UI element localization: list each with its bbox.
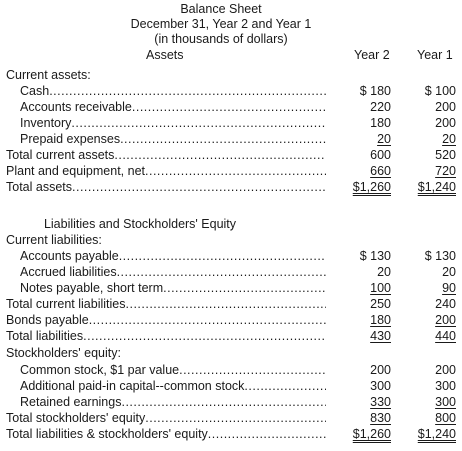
row-label: Inventory .....: [20, 115, 326, 131]
value-year1: 300: [435, 395, 456, 409]
row-label: Accounts receivable .....: [20, 99, 326, 115]
value-year1: 200: [435, 100, 456, 114]
row-label: Total liabilities .....: [6, 328, 326, 344]
table-row: [0, 83, 462, 99]
value-year2: $1,260: [352, 427, 391, 441]
value-year2: 430: [370, 329, 391, 343]
row-label: Accounts payable .....: [20, 248, 326, 264]
title-line-2: December 31, Year 2 and Year 1: [130, 17, 312, 31]
value-year2: 20: [377, 132, 391, 146]
assets-header-row: [0, 47, 462, 63]
row-label: Total liabilities & stockholders' equity .....: [6, 426, 326, 442]
value-year2: 180: [370, 116, 391, 130]
row-label: Additional paid-in capital--common stock .....: [20, 378, 326, 394]
row-label: Retained earnings .....: [20, 394, 326, 410]
table-row: [0, 115, 462, 131]
row-label: Prepaid expenses .....: [20, 131, 326, 147]
value-year1: 800: [435, 411, 456, 425]
value-year1: $1,240: [417, 180, 456, 194]
value-year1: 300: [435, 379, 456, 393]
table-row: [0, 312, 462, 328]
value-year1: 20: [442, 132, 456, 146]
table-row: [0, 410, 462, 426]
table-row: [0, 394, 462, 410]
value-year2: 180: [370, 313, 391, 327]
row-label: Total current assets .....: [6, 147, 326, 163]
current-assets-heading: Current assets:: [6, 68, 91, 82]
value-year1: 520: [435, 148, 456, 162]
value-year2: 200: [370, 363, 391, 377]
value-year2: 830: [370, 411, 391, 425]
value-year2: $ 180: [359, 84, 391, 98]
equity-heading: Stockholders' equity:: [6, 346, 121, 360]
value-year2: 20: [377, 265, 391, 279]
current-assets-heading-row: [0, 67, 462, 83]
value-year2: 330: [370, 395, 391, 409]
title-line-3: (in thousands of dollars): [154, 32, 288, 46]
table-row: [0, 362, 462, 378]
table-row: [0, 280, 462, 296]
title-line-1: Balance Sheet: [180, 2, 262, 16]
table-row: [0, 131, 462, 147]
table-row: [0, 163, 462, 179]
value-year2: $ 130: [359, 249, 391, 263]
value-year1: 90: [442, 281, 456, 295]
column-header-year1: Year 1: [417, 48, 453, 62]
value-year1: $1,240: [417, 427, 456, 441]
value-year1: 200: [435, 116, 456, 130]
table-row: [0, 328, 462, 344]
value-year1: $ 100: [424, 84, 456, 98]
row-label: Total current liabilities .....: [6, 296, 326, 312]
row-label: Total assets .....: [6, 179, 326, 195]
row-label: Common stock, $1 par value .....: [20, 362, 326, 378]
statement-title: [0, 2, 462, 47]
value-year2: $1,260: [352, 180, 391, 194]
row-label: Bonds payable .....: [6, 312, 326, 328]
value-year1: 20: [442, 265, 456, 279]
table-row: [0, 264, 462, 280]
value-year2: 220: [370, 100, 391, 114]
value-year1: 200: [435, 313, 456, 327]
value-year1: 240: [435, 297, 456, 311]
table-row: [0, 296, 462, 312]
liabilities-heading-row: [0, 216, 462, 232]
value-year2: 660: [370, 164, 391, 178]
table-row: [0, 248, 462, 264]
value-year2: 100: [370, 281, 391, 295]
equity-heading-row: [0, 345, 462, 361]
table-row: [0, 426, 462, 442]
row-label: Accrued liabilities .....: [20, 264, 326, 280]
assets-heading: Assets: [146, 48, 184, 62]
value-year1: $ 130: [424, 249, 456, 263]
table-row: [0, 147, 462, 163]
current-liabilities-heading: Current liabilities:: [6, 233, 102, 247]
value-year2: 300: [370, 379, 391, 393]
row-label: Notes payable, short term .....: [20, 280, 326, 296]
current-liabilities-heading-row: [0, 232, 462, 248]
value-year1: 200: [435, 363, 456, 377]
column-header-year2: Year 2: [354, 48, 390, 62]
row-label: Cash .....: [20, 83, 326, 99]
value-year2: 600: [370, 148, 391, 162]
row-label: Plant and equipment, net .....: [6, 163, 326, 179]
table-row: [0, 378, 462, 394]
table-row: [0, 99, 462, 115]
value-year1: 720: [435, 164, 456, 178]
liabilities-heading: Liabilities and Stockholders' Equity: [43, 217, 237, 231]
value-year2: 250: [370, 297, 391, 311]
row-label: Total stockholders' equity .....: [6, 410, 326, 426]
table-row: [0, 179, 462, 195]
value-year1: 440: [435, 329, 456, 343]
